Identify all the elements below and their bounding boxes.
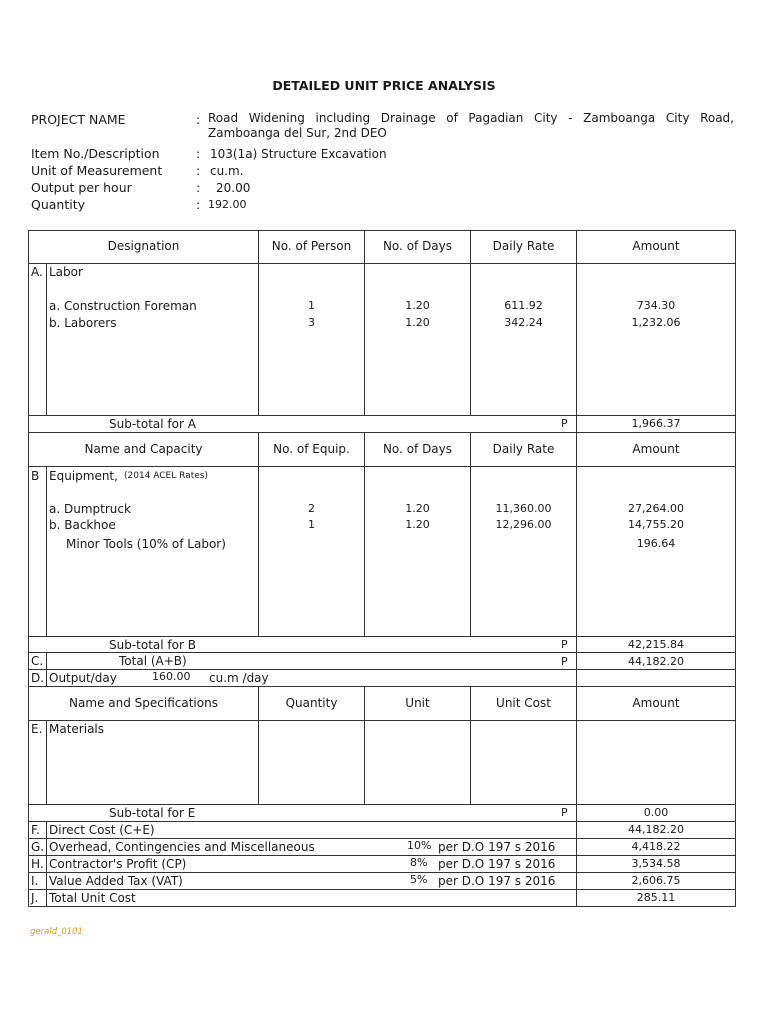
table-cell: 14,755.20 (628, 518, 684, 531)
unit-colon: : (196, 163, 201, 178)
table-row: b. Backhoe (49, 518, 116, 532)
mat-header-name: Name and Specifications (69, 696, 218, 710)
equip-header-amount: Amount (632, 442, 680, 456)
table-cell: 1 (308, 299, 315, 312)
labor-header-persons: No. of Person (271, 239, 352, 253)
project-colon: : (196, 112, 201, 127)
mat-header-unit: Unit (405, 696, 430, 710)
output-day-letter: D. (31, 671, 45, 685)
total-ab-value: 44,182.20 (628, 655, 684, 668)
item-value: 103(1a) Structure Excavation (210, 147, 387, 161)
output-day-unit: cu.m /day (209, 671, 269, 685)
mat-header-qty: Quantity (285, 696, 338, 710)
labor-header-days: No. of Days (382, 239, 453, 253)
unit-value: cu.m. (210, 164, 244, 178)
labor-header-amount: Amount (632, 239, 680, 253)
summary-label: Overhead, Contingencies and Miscellaneous (49, 840, 315, 854)
mat-section-label: Materials (49, 722, 105, 736)
mat-header-amount: Amount (632, 696, 680, 710)
labor-subtotal-value: 1,966.37 (631, 417, 681, 430)
summary-letter: H. (31, 857, 44, 871)
output-value: 20.00 (216, 181, 251, 195)
summary-letter: G. (31, 840, 45, 854)
table-cell: 342.24 (504, 316, 543, 329)
mat-subtotal-peso: P (561, 806, 568, 819)
table-cell: 2 (308, 502, 315, 515)
equip-subtotal-value: 42,215.84 (628, 638, 684, 651)
item-label: Item No./Description (31, 146, 160, 161)
table-row: a. Dumptruck (49, 502, 131, 516)
labor-subtotal-label: Sub-total for A (109, 417, 196, 431)
project-name-line1: Road Widening including Drainage of Pagadian City - Zamboanga City Road, (208, 111, 734, 125)
mat-subtotal-label: Sub-total for E (109, 806, 196, 820)
summary-value: 2,606.75 (631, 874, 681, 887)
total-ab-peso: P (561, 655, 568, 668)
summary-letter: F. (31, 823, 40, 837)
labor-header-rate: Daily Rate (492, 239, 555, 253)
table-cell: 1.20 (405, 299, 430, 312)
table-cell: 734.30 (636, 299, 676, 312)
summary-value: 4,418.22 (631, 840, 681, 853)
table-row: b. Laborers (49, 316, 117, 330)
equip-section-letter: B (31, 469, 40, 483)
summary-value: 44,182.20 (628, 823, 684, 836)
equip-section-label: Equipment, (49, 469, 118, 483)
output-colon: : (196, 180, 201, 195)
project-name-line2: Zamboanga del Sur, 2nd DEO (208, 126, 387, 140)
unit-label: Unit of Measurement (31, 163, 163, 178)
labor-section-letter: A. (31, 265, 43, 279)
table-cell: 1.20 (405, 518, 430, 531)
summary-ref: per D.O 197 s 2016 (438, 840, 556, 854)
item-colon: : (196, 146, 201, 161)
equip-subtotal-label: Sub-total for B (109, 638, 196, 652)
summary-value: 285.11 (636, 891, 676, 904)
labor-subtotal-peso: P (561, 417, 568, 430)
total-ab-label: Total (A+B) (119, 654, 187, 668)
summary-pct: 8% (410, 856, 428, 869)
project-name-label: PROJECT NAME (31, 112, 126, 127)
summary-pct: 10% (407, 839, 432, 852)
table-cell: 1 (308, 518, 315, 531)
output-day-label: Output/day (49, 671, 117, 685)
table-cell: 12,296.00 (495, 518, 552, 531)
labor-section-label: Labor (49, 265, 83, 279)
summary-value: 3,534.58 (631, 857, 681, 870)
equip-header-name: Name and Capacity (84, 442, 203, 456)
labor-header-designation: Designation (107, 239, 180, 253)
table-row: a. Construction Foreman (49, 299, 197, 313)
equip-header-qty: No. of Equip. (273, 442, 350, 456)
table-cell: 196.64 (636, 537, 676, 550)
table-cell: 1.20 (405, 502, 430, 515)
output-label: Output per hour (31, 180, 132, 195)
summary-ref: per D.O 197 s 2016 (438, 874, 556, 888)
footer-signature: gerald_0101 (30, 927, 83, 937)
quantity-colon: : (196, 197, 201, 212)
table-cell: 11,360.00 (495, 502, 552, 515)
table-cell: 27,264.00 (628, 502, 684, 515)
mat-subtotal-value: 0.00 (643, 806, 669, 819)
mat-header-cost: Unit Cost (496, 696, 551, 710)
quantity-label: Quantity (31, 197, 86, 212)
summary-label: Contractor's Profit (CP) (49, 857, 187, 871)
summary-letter: J. (31, 891, 39, 905)
summary-label: Value Added Tax (VAT) (49, 874, 183, 888)
summary-label: Direct Cost (C+E) (49, 823, 155, 837)
summary-pct: 5% (410, 873, 428, 886)
page-title: DETAILED UNIT PRICE ANALYSIS (272, 78, 496, 93)
summary-letter: I. (31, 874, 39, 888)
output-day-value: 160.00 (152, 670, 191, 683)
equip-header-rate: Daily Rate (492, 442, 555, 456)
table-cell: 1,232.06 (631, 316, 681, 329)
table-row: Minor Tools (10% of Labor) (66, 537, 226, 551)
equip-section-note: (2014 ACEL Rates) (124, 471, 208, 481)
summary-ref: per D.O 197 s 2016 (438, 857, 556, 871)
total-ab-letter: C. (31, 654, 44, 668)
equip-subtotal-peso: P (561, 638, 568, 651)
table-cell: 3 (308, 316, 315, 329)
table-cell: 1.20 (405, 316, 430, 329)
quantity-value: 192.00 (208, 198, 247, 211)
mat-section-letter: E. (31, 722, 43, 736)
summary-label: Total Unit Cost (49, 891, 136, 905)
equip-header-days: No. of Days (382, 442, 453, 456)
table-cell: 611.92 (504, 299, 543, 312)
